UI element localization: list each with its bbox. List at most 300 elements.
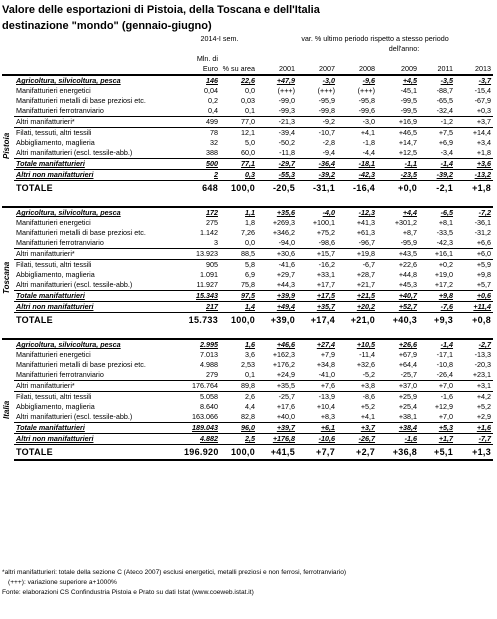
total-row [2, 313, 493, 328]
cell-value: (+++) [277, 86, 296, 95]
cell-value: +346,2 [272, 228, 296, 237]
title-line-2: destinazione "mondo" (gennaio-giugno) [2, 20, 212, 32]
cell-value: +7,0 [438, 412, 454, 421]
header-mln: Mln. di [196, 54, 218, 63]
row-label: Agricoltura, silvicoltura, pesca [14, 207, 182, 218]
cell-value: +75,2 [316, 228, 336, 237]
cell-value: +12,5 [398, 148, 418, 157]
exports-table [2, 34, 493, 461]
cell-value: +4,1 [360, 412, 376, 421]
cell-value: 88,5 [220, 249, 257, 260]
header-year: 2007 [319, 64, 336, 73]
cell-value: -99,5 [400, 106, 418, 115]
row-label: Manifatturieri energetici [16, 218, 91, 227]
section-gap [2, 327, 493, 339]
cell-value: 2,5 [220, 434, 257, 445]
cell-value: -25,7 [400, 370, 418, 379]
cell-value: +41,3 [356, 218, 376, 227]
cell-value: 7.013 [200, 350, 218, 359]
total-value: +41,5 [257, 445, 297, 461]
cell-value: +5,2 [476, 402, 492, 411]
cell-value: 1,8 [245, 218, 256, 227]
cell-value: -16,2 [297, 260, 337, 271]
table-row [2, 339, 493, 350]
cell-value: 275 [206, 218, 218, 227]
section-side [2, 75, 14, 195]
cell-value: -9,2 [297, 117, 337, 128]
cell-value: +17,2 [434, 280, 454, 289]
cell-value: 0,0 [245, 86, 256, 95]
row-label: Altri manifatturieri (escl. tessile-abb.) [16, 280, 133, 289]
cell-value: -20,3 [474, 360, 492, 369]
cell-value: 77,0 [220, 117, 257, 128]
row-label: Altri manifatturieri (escl. tessile-abb.) [16, 412, 133, 421]
cell-value: +1,7 [419, 434, 455, 445]
row-label: Totale manifatturieri [14, 159, 182, 170]
row-label: Manifatturieri ferrotranviario [16, 238, 104, 247]
table-row [2, 291, 493, 302]
cell-value: +16,9 [377, 117, 419, 128]
cell-value: -39,2 [419, 170, 455, 181]
cell-value: +46,6 [257, 339, 297, 350]
cell-value: 5,8 [220, 260, 257, 271]
cell-value: 13.923 [182, 249, 220, 260]
cell-value: 0,04 [204, 86, 218, 95]
cell-value: 1.091 [200, 270, 218, 279]
cell-value: -26,7 [337, 434, 377, 445]
cell-value: +14,7 [398, 138, 418, 147]
cell-value: -4,4 [362, 148, 376, 157]
row-label: Manifatturieri metalli di base preziosi etc. [16, 228, 146, 237]
cell-value: -7,6 [419, 302, 455, 313]
cell-value: 1,1 [220, 207, 257, 218]
cell-value: 0,3 [220, 170, 257, 181]
cell-value: +11,4 [455, 302, 493, 313]
cell-value: 2,53 [241, 360, 256, 369]
cell-value: +14,4 [455, 128, 493, 139]
row-label: Altri non manifatturieri [14, 434, 182, 445]
cell-value: +7,5 [419, 128, 455, 139]
total-value: +40,3 [377, 313, 419, 328]
total-value: +2,7 [337, 445, 377, 461]
cell-value: -7,7 [455, 434, 493, 445]
cell-value: -23,5 [377, 170, 419, 181]
cell-value: +67,9 [398, 350, 418, 359]
cell-value: +46,5 [377, 128, 419, 139]
cell-value: +7,6 [297, 381, 337, 392]
header-euro: Euro [202, 64, 218, 73]
cell-value: +6,0 [455, 249, 493, 260]
table-row [2, 106, 493, 117]
row-label: Agricoltura, silvicoltura, pesca [14, 339, 182, 350]
cell-value: +30,6 [257, 249, 297, 260]
row-label: Filati, tessuti, altri tessili [14, 128, 182, 139]
cell-value: -2,8 [322, 138, 336, 147]
cell-value: -13,2 [455, 170, 493, 181]
row-label: Abbigliamento, maglieria [16, 270, 95, 279]
table-row [2, 75, 493, 86]
total-value: +9,3 [419, 313, 455, 328]
cell-value: +27,4 [297, 339, 337, 350]
cell-value: +38,4 [377, 423, 419, 434]
cell-value: 12,1 [220, 128, 257, 139]
cell-value: -50,2 [278, 138, 296, 147]
total-value: -20,5 [257, 181, 297, 196]
cell-value: +25,4 [398, 402, 418, 411]
gap-cell [2, 195, 493, 207]
cell-value: 163.066 [192, 412, 218, 421]
cell-value: 22,6 [220, 75, 257, 86]
table-row [2, 138, 493, 148]
table-row [2, 260, 493, 271]
cell-value: -10,7 [297, 128, 337, 139]
cell-value: +35,7 [297, 302, 337, 313]
cell-value: -67,9 [474, 96, 492, 105]
cell-value: -55,3 [257, 170, 297, 181]
cell-value: 32 [210, 138, 218, 147]
cell-value: 75,8 [241, 280, 256, 289]
cell-value: 5.058 [182, 392, 220, 403]
cell-value: -31,2 [474, 228, 492, 237]
cell-value: +52,7 [377, 302, 419, 313]
cell-value: 6,9 [245, 270, 256, 279]
cell-value: +2,9 [476, 412, 492, 421]
cell-value: -39,4 [257, 128, 297, 139]
cell-value: -11,4 [359, 350, 376, 359]
cell-value: 5,0 [245, 138, 256, 147]
table-row [2, 270, 493, 280]
cell-value: -42,3 [436, 238, 454, 247]
header-share: % su area [222, 64, 256, 73]
cell-value: +64,4 [398, 360, 418, 369]
cell-value: +17,5 [297, 291, 337, 302]
cell-value: 0,1 [245, 106, 256, 115]
cell-value: -12,3 [337, 207, 377, 218]
section-side [2, 207, 14, 327]
cell-value: -26,4 [436, 370, 454, 379]
row-label: Totale manifatturieri [14, 423, 182, 434]
cell-value: 189.043 [182, 423, 220, 434]
cell-value: 0,4 [208, 106, 218, 115]
cell-value: 279 [206, 370, 218, 379]
cell-value: -36,4 [297, 159, 337, 170]
row-label: Filati, tessuti, altri tessili [14, 260, 182, 271]
cell-value: -65,5 [436, 96, 454, 105]
cell-value: (+++) [357, 86, 376, 95]
cell-value: -13,9 [297, 392, 337, 403]
cell-value: 1,4 [220, 302, 257, 313]
gap-cell [2, 327, 493, 339]
cell-value: -3,7 [455, 75, 493, 86]
total-label: TOTALE [14, 445, 182, 461]
cell-value: +47,9 [257, 75, 297, 86]
table-row [2, 392, 493, 403]
cell-value: -1,8 [362, 138, 376, 147]
cell-value: +4,5 [377, 75, 419, 86]
cell-value: (+++) [317, 86, 336, 95]
table-title [2, 2, 320, 34]
cell-value: +1,6 [455, 423, 493, 434]
cell-value: +7,9 [320, 350, 336, 359]
table-row [2, 381, 493, 392]
cell-value: -4,0 [297, 207, 337, 218]
row-label: Abbigliamento, maglieria [16, 138, 95, 147]
cell-value: -6,7 [337, 260, 377, 271]
source-note: Fonte: elaborazioni CS Confindustria Pistoia e Prato su dati Istat (www.coeweb.istat.it) [2, 589, 254, 596]
cell-value: -10,6 [297, 434, 337, 445]
cell-value: -88,7 [436, 86, 454, 95]
cell-value: 96,0 [220, 423, 257, 434]
header-year: 2011 [437, 64, 454, 73]
cell-value: +269,3 [272, 218, 296, 227]
cell-value: 15.343 [182, 291, 220, 302]
cell-value: +0,6 [455, 291, 493, 302]
header-2014: 2014-I sem. [200, 34, 239, 43]
cell-value: +162,3 [272, 350, 296, 359]
cell-value: -95,9 [400, 238, 418, 247]
cell-value: 77,1 [220, 159, 257, 170]
cell-value: -8,6 [337, 392, 377, 403]
row-label: Manifatturieri metalli di base preziosi etc. [16, 96, 146, 105]
cell-value: 0,0 [245, 238, 256, 247]
cell-value: -95,9 [318, 96, 336, 105]
cell-value: 82,8 [241, 412, 256, 421]
cell-value: +7,0 [419, 381, 455, 392]
cell-value: +8,7 [402, 228, 418, 237]
row-label: Altri non manifatturieri [14, 170, 182, 181]
table-row [2, 148, 493, 159]
table-row [2, 207, 493, 218]
header-year: 2013 [475, 64, 492, 73]
cell-value: -1,6 [419, 392, 455, 403]
cell-value: 2.995 [182, 339, 220, 350]
cell-value: +176,2 [272, 360, 296, 369]
cell-value: -45,1 [400, 86, 418, 95]
cell-value: 3 [214, 238, 218, 247]
header-row-3 [2, 54, 493, 64]
row-label: Manifatturieri ferrotranviario [16, 370, 104, 379]
cell-value: -98,6 [318, 238, 336, 247]
cell-value: -9,4 [322, 148, 336, 157]
cell-value: +301,2 [394, 218, 418, 227]
total-value: 100,0 [220, 445, 257, 461]
cell-value: -41,6 [257, 260, 297, 271]
cell-value: 7,26 [241, 228, 256, 237]
row-label: Filati, tessuti, altri tessili [14, 392, 182, 403]
row-label: Manifatturieri metalli di base preziosi etc. [16, 360, 146, 369]
cell-value: 388 [206, 148, 218, 157]
cell-value: +5,3 [419, 423, 455, 434]
cell-value: -2,7 [455, 339, 493, 350]
cell-value: +16,1 [419, 249, 455, 260]
total-value: +5,1 [419, 445, 455, 461]
total-value: +36,8 [377, 445, 419, 461]
cell-value: +39,7 [257, 423, 297, 434]
cell-value: -41,0 [318, 370, 336, 379]
header-variation-2: dell'anno: [388, 44, 420, 53]
total-value: +17,4 [297, 313, 337, 328]
row-label: Altri manifatturieri* [14, 381, 182, 392]
cell-value: +49,4 [257, 302, 297, 313]
title-line-1: Valore delle esportazioni di Pistoia, della Toscana e dell'Italia [2, 4, 320, 16]
cell-value: -99,3 [278, 106, 296, 115]
table-row [2, 86, 493, 96]
total-value: 15.733 [182, 313, 220, 328]
cell-value: 8.640 [200, 402, 218, 411]
cell-value: -10,8 [436, 360, 454, 369]
cell-value: -1,4 [419, 339, 455, 350]
cell-value: -3,5 [419, 75, 455, 86]
cell-value: 499 [182, 117, 220, 128]
row-label: Manifatturieri energetici [16, 350, 91, 359]
cell-value: +4,4 [377, 207, 419, 218]
cell-value: +45,3 [398, 280, 418, 289]
cell-value: +32,6 [356, 360, 376, 369]
header-row-4 [2, 64, 493, 75]
cell-value: +38,1 [398, 412, 418, 421]
row-label: Totale manifatturieri [14, 291, 182, 302]
cell-value: +5,7 [476, 280, 492, 289]
cell-value: +19,0 [434, 270, 454, 279]
cell-value: +3,7 [337, 423, 377, 434]
cell-value: +17,6 [276, 402, 296, 411]
total-row [2, 445, 493, 461]
cell-value: -36,1 [474, 218, 492, 227]
row-label: Altri non manifatturieri [14, 302, 182, 313]
cell-value: +8,1 [438, 218, 454, 227]
total-value: +7,7 [297, 445, 337, 461]
table-row [2, 370, 493, 381]
cell-value: +0,3 [476, 106, 492, 115]
cell-value: +8,3 [320, 412, 336, 421]
header-year: 2001 [279, 64, 296, 73]
row-label: Abbigliamento, maglieria [16, 402, 95, 411]
cell-value: +15,7 [297, 249, 337, 260]
header-variation: var. % ultimo periodo rispetto a stesso periodo [301, 34, 449, 43]
total-value: +1,3 [455, 445, 493, 461]
cell-value: 172 [182, 207, 220, 218]
total-value: -16,4 [337, 181, 377, 196]
cell-value: -39,2 [297, 170, 337, 181]
table-row [2, 360, 493, 370]
cell-value: +176,8 [257, 434, 297, 445]
cell-value: +35,6 [257, 207, 297, 218]
cell-value: -96,7 [358, 238, 376, 247]
total-value: 100,0 [220, 181, 257, 196]
table-row [2, 249, 493, 260]
cell-value: 4,4 [245, 402, 256, 411]
cell-value: 905 [182, 260, 220, 271]
header-year: 2008 [359, 64, 376, 73]
total-label: TOTALE [14, 313, 182, 328]
cell-value: +20,2 [337, 302, 377, 313]
cell-value: -29,7 [257, 159, 297, 170]
cell-value: +40,7 [377, 291, 419, 302]
cell-value: +12,9 [434, 402, 454, 411]
cell-value: +3,1 [455, 381, 493, 392]
cell-value: +21,7 [356, 280, 376, 289]
cell-value: -17,1 [436, 350, 454, 359]
section-label: Italia [2, 400, 11, 420]
footnotes [2, 568, 346, 598]
cell-value: +39,9 [257, 291, 297, 302]
cell-value: -3,0 [337, 117, 377, 128]
cell-value: +44,3 [276, 280, 296, 289]
cell-value: +10,5 [337, 339, 377, 350]
cell-value: +6,1 [297, 423, 337, 434]
cell-value: 0,03 [241, 96, 256, 105]
table-row [2, 159, 493, 170]
table-row [2, 96, 493, 106]
cell-value: 0,1 [245, 370, 256, 379]
total-label: TOTALE [14, 181, 182, 196]
table-row [2, 280, 493, 291]
footnote-altri: *altri manifatturieri: totale della sezione C (Ateco 2007) esclusi energetici, metalli preziosi e non ferrosi, ferrotranviario) [2, 569, 347, 576]
cell-value: 2,6 [220, 392, 257, 403]
footnote-plus: (+++): variazione superiore a+1000% [8, 579, 117, 586]
cell-value: +5,9 [455, 260, 493, 271]
cell-value: +6,6 [476, 238, 492, 247]
total-value: -2,1 [419, 181, 455, 196]
cell-value: +100,1 [312, 218, 336, 227]
cell-value: 97,5 [220, 291, 257, 302]
cell-value: +26,6 [377, 339, 419, 350]
cell-value: -94,0 [278, 238, 296, 247]
cell-value: +6,9 [438, 138, 454, 147]
cell-value: +1,8 [476, 148, 492, 157]
cell-value: -6,5 [419, 207, 455, 218]
cell-value: -33,5 [436, 228, 454, 237]
cell-value: +40,0 [276, 412, 296, 421]
cell-value: -32,4 [436, 106, 454, 115]
total-value: -31,1 [297, 181, 337, 196]
table-row [2, 128, 493, 139]
cell-value: 2 [182, 170, 220, 181]
cell-value: -3,4 [440, 148, 454, 157]
cell-value: +3,8 [337, 381, 377, 392]
table-row [2, 350, 493, 360]
cell-value: 1.142 [200, 228, 218, 237]
cell-value: +25,9 [377, 392, 419, 403]
cell-value: -18,1 [337, 159, 377, 170]
row-label: Agricoltura, silvicoltura, pesca [14, 75, 182, 86]
cell-value: 1,6 [220, 339, 257, 350]
table-row [2, 228, 493, 238]
cell-value: +34,8 [316, 360, 336, 369]
row-label: Altri manifatturieri* [14, 249, 182, 260]
row-label: Altri manifatturieri (escl. tessile-abb.) [16, 148, 133, 157]
cell-value: -95,8 [358, 96, 376, 105]
cell-value: -5,2 [362, 370, 376, 379]
header-row-1 [2, 34, 493, 44]
cell-value: +35,5 [257, 381, 297, 392]
cell-value: -42,3 [337, 170, 377, 181]
cell-value: +28,7 [356, 270, 376, 279]
cell-value: +43,5 [377, 249, 419, 260]
cell-value: -1,4 [419, 159, 455, 170]
table-row [2, 412, 493, 423]
cell-value: +5,2 [360, 402, 376, 411]
cell-value: -1,6 [377, 434, 419, 445]
cell-value: +23,1 [472, 370, 492, 379]
cell-value: +44,8 [398, 270, 418, 279]
cell-value: +29,7 [276, 270, 296, 279]
cell-value: -13,3 [474, 350, 492, 359]
cell-value: 176.764 [182, 381, 220, 392]
cell-value: -1,1 [377, 159, 419, 170]
cell-value: -7,2 [455, 207, 493, 218]
cell-value: 0,2 [208, 96, 218, 105]
